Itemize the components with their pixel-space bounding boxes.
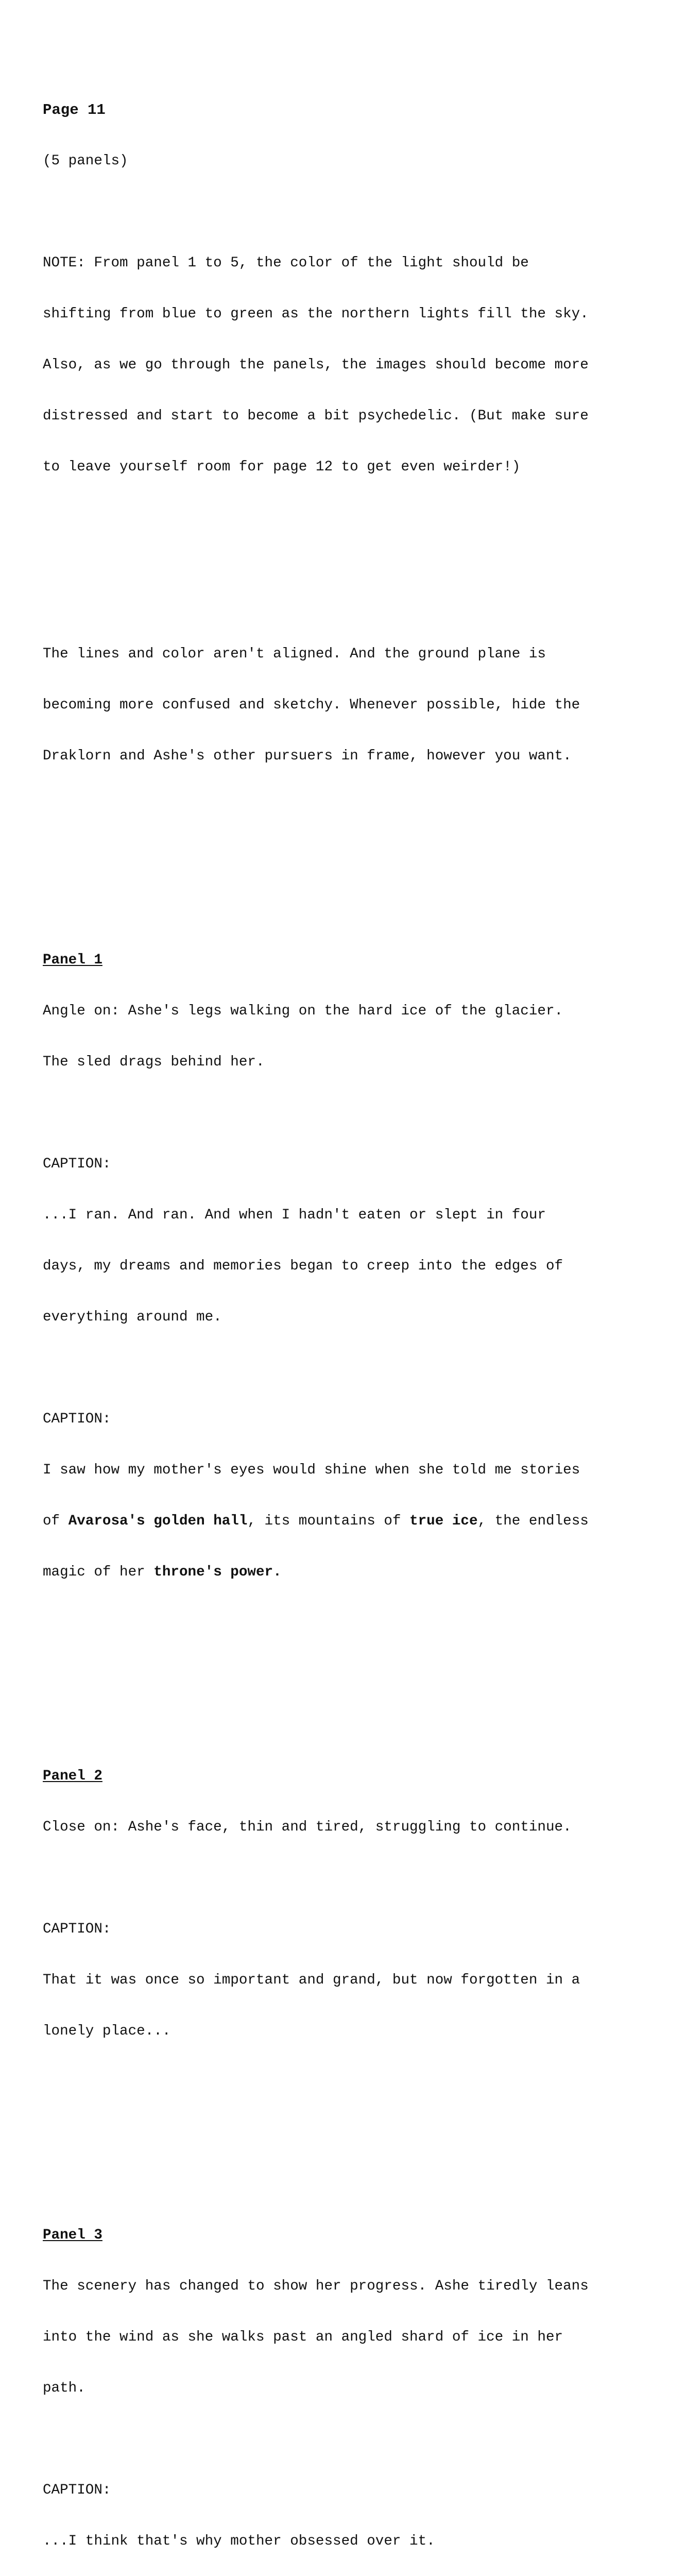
caption-label: CAPTION: bbox=[43, 1921, 111, 1937]
caption-line bbox=[43, 1564, 661, 1581]
script-page bbox=[43, 50, 661, 2576]
caption-text: , its mountains of bbox=[247, 1513, 410, 1529]
panel-heading: Panel 1 bbox=[43, 952, 102, 968]
panel-description-line: The scenery has changed to show her progress. Ashe tiredly leans bbox=[43, 2278, 589, 2294]
panel-heading: Panel 2 bbox=[43, 1768, 102, 1784]
direction-line: The lines and color aren't aligned. And the ground plane is bbox=[43, 646, 546, 662]
caption-line: days, my dreams and memories began to creep into the edges of bbox=[43, 1258, 563, 1274]
spacer bbox=[43, 1105, 661, 1122]
caption-line: I saw how my mother's eyes would shine when she told me stories bbox=[43, 1462, 580, 1478]
note-block bbox=[43, 221, 661, 510]
panel-description-line: into the wind as she walks past an angled shard of ice in her bbox=[43, 2329, 563, 2345]
panel-heading: Panel 3 bbox=[43, 2227, 102, 2243]
spacer bbox=[43, 1360, 661, 1377]
page-title: Page 11 bbox=[43, 101, 106, 118]
note-line: NOTE: From panel 1 to 5, the color of the light should be bbox=[43, 255, 529, 271]
general-direction-block bbox=[43, 612, 661, 799]
caption-text: , the endless bbox=[477, 1513, 589, 1529]
direction-line: becoming more confused and sketchy. Whenever possible, hide the bbox=[43, 697, 580, 713]
caption-line: everything around me. bbox=[43, 1309, 222, 1325]
panel-3-section bbox=[43, 2193, 661, 2576]
direction-line: Draklorn and Ashe's other pursuers in frame, however you want. bbox=[43, 748, 572, 764]
caption-line: lonely place... bbox=[43, 2023, 171, 2039]
panel-description-line: Close on: Ashe's face, thin and tired, struggling to continue. bbox=[43, 1819, 572, 1835]
caption-text: magic of her bbox=[43, 1564, 154, 1580]
panel-1-section bbox=[43, 918, 661, 1615]
spacer bbox=[43, 833, 661, 850]
emphasis-text: throne's power. bbox=[153, 1564, 282, 1580]
note-line: shifting from blue to green as the northern lights fill the sky. bbox=[43, 306, 589, 322]
caption-line bbox=[43, 1513, 661, 1530]
caption-line: That it was once so important and grand, but now forgotten in a bbox=[43, 1972, 580, 1988]
caption-label: CAPTION: bbox=[43, 2482, 111, 2498]
spacer bbox=[43, 1870, 661, 1887]
emphasis-text: Avarosa's golden hall bbox=[68, 1513, 248, 1529]
spacer bbox=[43, 2108, 661, 2125]
note-line: distressed and start to become a bit psychedelic. (But make sure bbox=[43, 408, 589, 424]
note-line: to leave yourself room for page 12 to get even weirder!) bbox=[43, 459, 521, 475]
caption-line: ...I think that's why mother obsessed over it. bbox=[43, 2533, 435, 2549]
panel-description-line: Angle on: Ashe's legs walking on the hard ice of the glacier. bbox=[43, 1003, 563, 1019]
caption-label: CAPTION: bbox=[43, 1411, 111, 1427]
spacer bbox=[43, 1649, 661, 1666]
emphasis-text: true ice bbox=[409, 1513, 478, 1529]
caption-text: of bbox=[43, 1513, 68, 1529]
note-line: Also, as we go through the panels, the images should become more bbox=[43, 357, 589, 373]
caption-label: CAPTION: bbox=[43, 1156, 111, 1172]
panel-description-line: The sled drags behind her. bbox=[43, 1054, 265, 1070]
panel-2-section bbox=[43, 1734, 661, 2074]
panel-count: (5 panels) bbox=[43, 153, 128, 169]
spacer bbox=[43, 544, 661, 561]
caption-line: ...I ran. And ran. And when I hadn't eaten or slept in four bbox=[43, 1207, 546, 1223]
spacer bbox=[43, 2431, 661, 2448]
panel-description-line: path. bbox=[43, 2380, 85, 2396]
